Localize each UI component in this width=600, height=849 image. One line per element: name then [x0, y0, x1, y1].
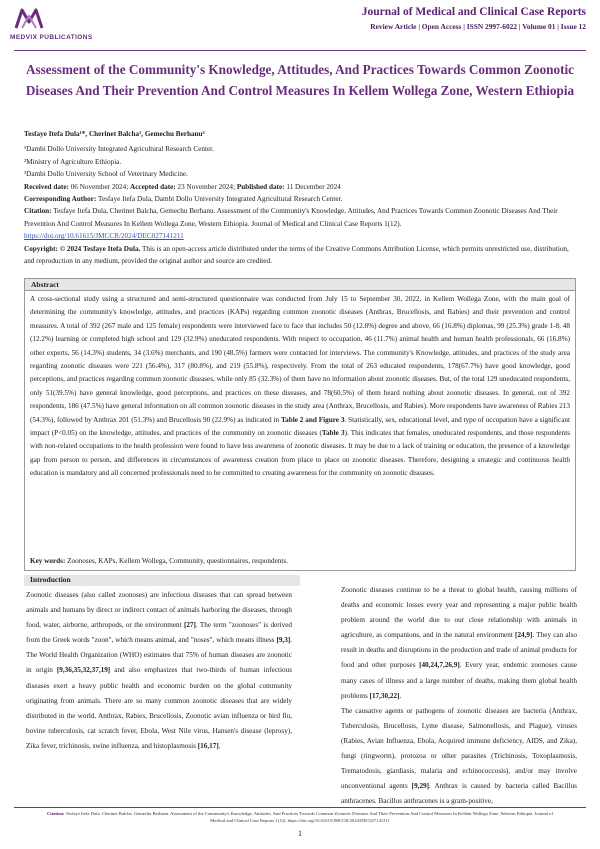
- published-date: 11 December 2024: [286, 182, 341, 191]
- keywords-text: Zoonoses, KAPs, Kellem Wollega, Community, questionnaires, respondents.: [67, 557, 288, 565]
- ref-link[interactable]: [9,36,35,32,37,19]: [56, 666, 111, 675]
- introduction-heading: Introduction: [24, 575, 300, 586]
- header-divider: [14, 50, 586, 51]
- page-number: 1: [298, 829, 302, 838]
- citation: [24, 205, 580, 230]
- corresponding-label: Corresponding Author:: [24, 195, 97, 204]
- copyright-label: Copyright: © 2024 Tesfaye Itefa Dula.: [24, 244, 141, 253]
- journal-meta: Review Article | Open Access | ISSN 2997-6022 | Volume 01 | Issue 12: [370, 22, 586, 31]
- citation-label: Citation:: [24, 207, 52, 216]
- ref-link[interactable]: [24,9]: [515, 631, 533, 640]
- footer-citation-label: Citation:: [46, 811, 65, 816]
- published-label: Published date:: [236, 182, 285, 191]
- corresponding-text: Tesfaye Itefa Dula, Dambi Dollo University Integrated Agricultural Research Center.: [98, 195, 343, 204]
- keywords-label: Key words:: [30, 557, 66, 565]
- intro-right-column: Zoonotic diseases continue to be a threat to global health, causing millions of deaths and economic losses every year and representing a major public health problem around the world due to our close relationship with animals in agriculture, as companions, and in the natural environment [24,9]. They can also result in deaths and disruptions in the production and trade of animal products for food and other purposes [40,24,7,26,9]. Every year, endemic zoonoses cause many cases of illness and a large number of deaths, making them global health problems [17,30,22]. The causative agents or pathogens of zoonotic diseases are bacteria (Anthrax, Tuberculosis, Brucellosis, Lyme disease, Salmonellosis, and Plague), viruses (Rabies, Avian Influenza, Ebola, Acquired immune deficiency, AIDS, and Zika), fungi (ringworm), protozoa or other parasites (Trichinosis, Toxoplasmosis, Trematodosis, giardiasis, malaria and echinococcosis), and/or may involve unconventional agents [9,29]. Anthrax is caused by bacteria called Bacillus anthracenes. Bacillus anthracenes is a gram-positive,: [341, 586, 578, 806]
- publisher-logo-icon: [14, 8, 44, 30]
- front-matter: [24, 128, 580, 267]
- footer-citation: [40, 810, 560, 824]
- doi-link[interactable]: https://doi.org/10.61615/JMCCR/2024/DEC027141211: [24, 232, 184, 241]
- corresponding-author: [24, 193, 580, 205]
- affiliation-1: ¹Dambi Dollo University Integrated Agricultural Research Center.: [24, 145, 214, 154]
- article-dates: Received date: 06 November 2024; Accepted date: 23 November 2024; Published date: 11 December 2024: [24, 182, 341, 191]
- ref-link[interactable]: [16,17]: [197, 741, 219, 750]
- journal-name: Journal of Medical and Clinical Case Reports: [361, 6, 586, 18]
- footer-doi[interactable]: https://doi.org/10.61615/JMCCR/2024/DEC027141211: [287, 818, 390, 823]
- footer-citation-text: Tesfaye Itefa Dula, Cherinet Balcha, Gemechu Berhanu. Assessment of the Community's Knowledge, Attitudes, And Practices Towards Common Zoonotic Diseases And Their Prevention And Control Measures In Kellem Wollega Zone, Western Ethiopia. Journal of Medical and Clinical Case Reports 1(12).: [65, 811, 554, 823]
- abstract-part-c: ). This indicates that females, uneducated respondents, and those respondents with non-related occupations to the health profession were found to have less awareness of zoonotic diseases. It may be due to a lack of training or education, the presence of a knowledge gap from person to person, and differences in circumstances of awareness creation from place to place on zoonotic diseases. Therefore, designing a strategic and continuous health education is mandatory and all concerned professionals need to be committed to creating awareness for the community on zoonotic diseases.: [30, 429, 570, 478]
- footer-divider: [14, 807, 586, 808]
- affiliation-2: ²Ministry of Agriculture Ethiopia.: [24, 157, 122, 166]
- abstract-part-a: A cross-sectional study using a structured and semi-structured questionnaire was conducted from July 15 to September 30, 2022, in Kellem Wollega Zone, with the main goal of determining the community's knowledge, attitudes, and practices (KAPs) regarding common zoonotic diseases (Anthrax, Brucellosis, and Rabies) and their prevention and control measures. A total of 392 (267 male and 125 female) respondents were interviewed face to face that includes 50 (12.8%) degree and above, 66 (16.8%) diplomas, 99 (25.3%) grade 1-8, 48 (12.2%) learning or completed high school and 129 (32.9%) uneducated respondents. With respect to occupation, 46 (11.7%) animal health and human health professionals, 66 (16.8%) other experts, 56 (14.3%) students, 34 (3.6%) merchants, and 190 (48.5%) farmers were contacted for interviews. The community's Knowledge, attitudes, and practices of the study area regarding zoonotic diseases were 221 (56.4%), 317 (80.8%), and 219 (55.8%), respectively. From the total of 263 educated respondents, 178(67.7%) have good knowledge, good perceptions, and practices regarding common zoonotic diseases, while only 85 (32.3%) of them have no information about zoonotic diseases. But, of the total 129 uneducated respondents, only 51(39.5%) have general knowledge, good perceptions, and practices on these diseases, and 78(60.5%) of them heard nothing about zoonotic diseases. In general, out of 392 respondents, 186 (47.5%) have general information on all common zoonotic diseases in the study area (Anthrax, Brucellosis, and Rabies). More respondents have awareness of Rabies 213 (54.3%), followed by Anthrax 201 (51.3%) and Brucellosis 90 (22.9%) as indicated in: [30, 295, 570, 424]
- accepted-label: Accepted date:: [130, 182, 176, 191]
- abstract-part-b: . Statistically, sex, educational level, and type of occupation have a significant impact (P<0.05) on the knowledge, attitudes, and practices of the community on zoonotic diseases (: [30, 415, 571, 438]
- publisher-name: MEDVIX PUBLICATIONS: [10, 34, 93, 41]
- article-title: Assessment of the Community's Knowledge, Attitudes, And Practices Towards Common Zoonotic Diseases And Their Prevention And Control Measures In Kellem Wollega Zone, Western Ethiopia: [25, 62, 575, 98]
- citation-text: Tesfaye Itefa Dula, Cherinet Balcha, Gemechu Berhanu. Assessment of the Community's Knowledge, Attitudes, And Practices Towards Common Zoonotic Diseases And Their Prevention And Control Measures In Kellem Wollega Zone, Western Ethiopia. Journal of Medical and Clinical Case Reports 1(12).: [24, 207, 558, 228]
- intro-left-column: Zoonotic diseases (also called zoonoses) are infectious diseases that can spread between animals and humans by direct or indirect contact of animals harboring the diseases, through food, water, airborne, arthropods, or the environment [27]. The term "zoonoses" is derived from the Greek words "zoon", which means animal, and "noses", which means illness [9,3]. The World Health Organization (WHO) estimates that 75% of human diseases are zoonotic in origin [9,36,35,32,37,19] and also emphasizes that two-thirds of human infectious diseases exert a heavy public health and economic burden on the global community originating from animals. There are so many common zoonotic diseases that are widely distributed in the world. Anthrax, Rabies, Brucellosis, Zoonotic avian influenza or bird flu, bovine tuberculosis, cat scratch fever, Ebola, West Nile virus, Hansen's disease (leprosy), Zika fever, trichinosis, swine influenza, and histoplasmosis [16,17].: [26, 591, 293, 750]
- received-label: Received date:: [24, 182, 69, 191]
- affiliation-3: ³Dambi Dollo University School of Veterinary Medicine.: [24, 170, 188, 179]
- keywords: [30, 557, 570, 565]
- ref-link[interactable]: [27]: [183, 621, 196, 630]
- ref-link[interactable]: [9,29]: [411, 782, 430, 791]
- abstract-text: [30, 293, 570, 481]
- table-3-ref[interactable]: Table 3: [321, 429, 345, 438]
- abstract-heading: Abstract: [24, 278, 576, 291]
- received-date: 06 November 2024: [70, 182, 127, 191]
- accepted-date: 23 November 2024: [177, 182, 234, 191]
- ref-link[interactable]: [17,30,22]: [369, 691, 400, 700]
- copyright: [24, 243, 580, 268]
- author-list: Tesfaye Itefa Dula¹*, Cherinet Balcha², Gemechu Berhanu³: [24, 130, 205, 138]
- table-2-ref[interactable]: Table 2 and Figure 3: [280, 415, 345, 424]
- ref-link[interactable]: [40,24,7,26,9]: [419, 661, 460, 670]
- ref-link[interactable]: [9,3]: [276, 636, 291, 645]
- copyright-text: This is an open-access article distributed under the terms of the Creative Commons Attribution License, which permits unrestricted use, distribution, and reproduction in any medium, provided the original author and source are credited.: [24, 244, 569, 266]
